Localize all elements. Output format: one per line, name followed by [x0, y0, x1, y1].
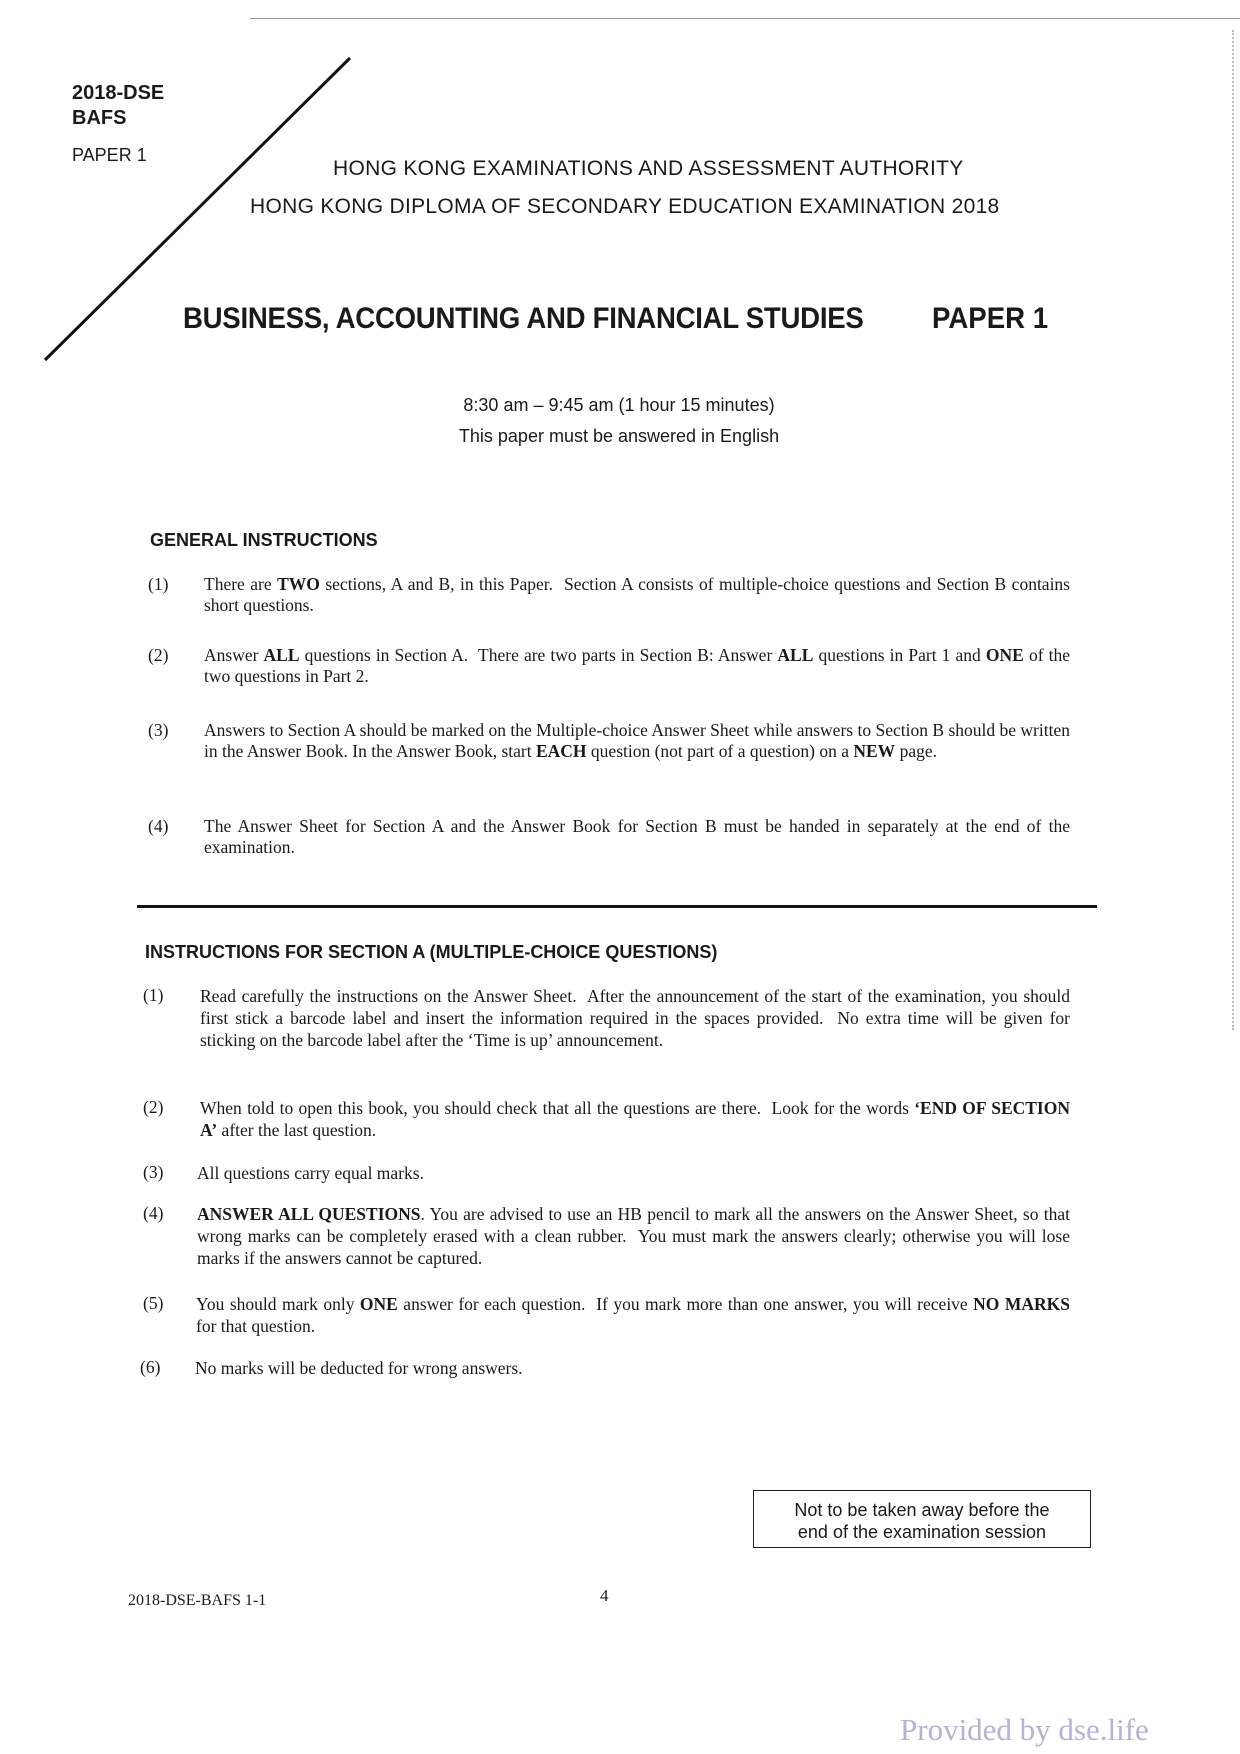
general-item-text: Answer ALL questions in Section A. There are two parts in Section B: Answer ALL questions in Part 1 and ONE of the two questions in Part 2. — [204, 645, 1070, 686]
section-a-item-text: You should mark only ONE answer for each question. If you mark more than one answer, you will receive NO MARKS for that question. — [196, 1294, 1070, 1336]
notice-line-1: Not to be taken away before the — [794, 1500, 1050, 1520]
notice-box — [753, 1490, 1091, 1548]
section-a-item-number: (4) — [143, 1203, 164, 1223]
language-note: This paper must be answered in English — [458, 426, 780, 446]
exam-name: HONG KONG DIPLOMA OF SECONDARY EDUCATION EXAMINATION 2018 — [250, 195, 1000, 218]
section-a-item-text: Read carefully the instructions on the Answer Sheet. After the announcement of the start of the examination, you should first stick a barcode label and insert the information required in the spaces provided. No extra time will be given for sticking on the barcode label after the ‘Time is up’ announcement. — [200, 986, 1070, 1050]
general-item-number: (3) — [148, 720, 169, 740]
page-number: 4 — [600, 1586, 609, 1605]
notice-line-2: end of the examination session — [797, 1522, 1047, 1542]
subject-title: BUSINESS, ACCOUNTING AND FINANCIAL STUDIES — [183, 302, 864, 335]
watermark-text: Provided by dse.life — [900, 1712, 1149, 1747]
general-instructions-heading: GENERAL INSTRUCTIONS — [150, 530, 378, 550]
paper-code-number: PAPER 1 — [72, 145, 147, 165]
section-a-item-number: (1) — [143, 985, 164, 1005]
section-a-heading: INSTRUCTIONS FOR SECTION A (MULTIPLE-CHOICE QUESTIONS) — [145, 942, 718, 962]
section-divider — [137, 905, 1097, 908]
right-scan-edge — [1232, 30, 1234, 1030]
section-a-item-number: (3) — [143, 1162, 164, 1182]
section-a-item-number: (2) — [143, 1097, 164, 1117]
authority-name: HONG KONG EXAMINATIONS AND ASSESSMENT AUTHORITY — [333, 157, 964, 180]
section-a-item-text: No marks will be deducted for wrong answers. — [195, 1358, 523, 1378]
section-a-item-text: All questions carry equal marks. — [197, 1163, 424, 1183]
section-a-item-number: (5) — [143, 1293, 164, 1313]
paper-code-subject: BAFS — [72, 107, 127, 129]
general-item-number: (4) — [148, 816, 169, 836]
section-a-item-number: (6) — [140, 1357, 161, 1377]
general-item-number: (1) — [148, 574, 169, 594]
footer-paper-code: 2018-DSE-BAFS 1-1 — [128, 1592, 267, 1609]
general-item-text: The Answer Sheet for Section A and the Answer Book for Section B must be handed in separately at the end of the examination. — [204, 816, 1070, 857]
general-item-number: (2) — [148, 645, 169, 665]
general-item-text: There are TWO sections, A and B, in this Paper. Section A consists of multiple-choice questions and Section B contains short questions. — [204, 574, 1070, 615]
section-a-item-text: When told to open this book, you should check that all the questions are there. Look for the words ‘END OF SECTION A’ after the last question. — [200, 1098, 1070, 1140]
section-a-item-text: ANSWER ALL QUESTIONS. You are advised to use an HB pencil to mark all the answers on the Answer Sheet, so that wrong marks can be completely erased with a clean rubber. You must mark the answers clearly; otherwise you will lose marks if the answers cannot be captured. — [197, 1204, 1070, 1268]
paper-label: PAPER 1 — [932, 302, 1049, 335]
paper-code-year: 2018-DSE — [72, 82, 165, 104]
general-item-text: Answers to Section A should be marked on the Multiple-choice Answer Sheet while answers to Section B should be written in the Answer Book. In the Answer Book, start EACH question (not part of a question) on a NEW page. — [204, 720, 1070, 761]
exam-time: 8:30 am – 9:45 am (1 hour 15 minutes) — [463, 395, 775, 415]
